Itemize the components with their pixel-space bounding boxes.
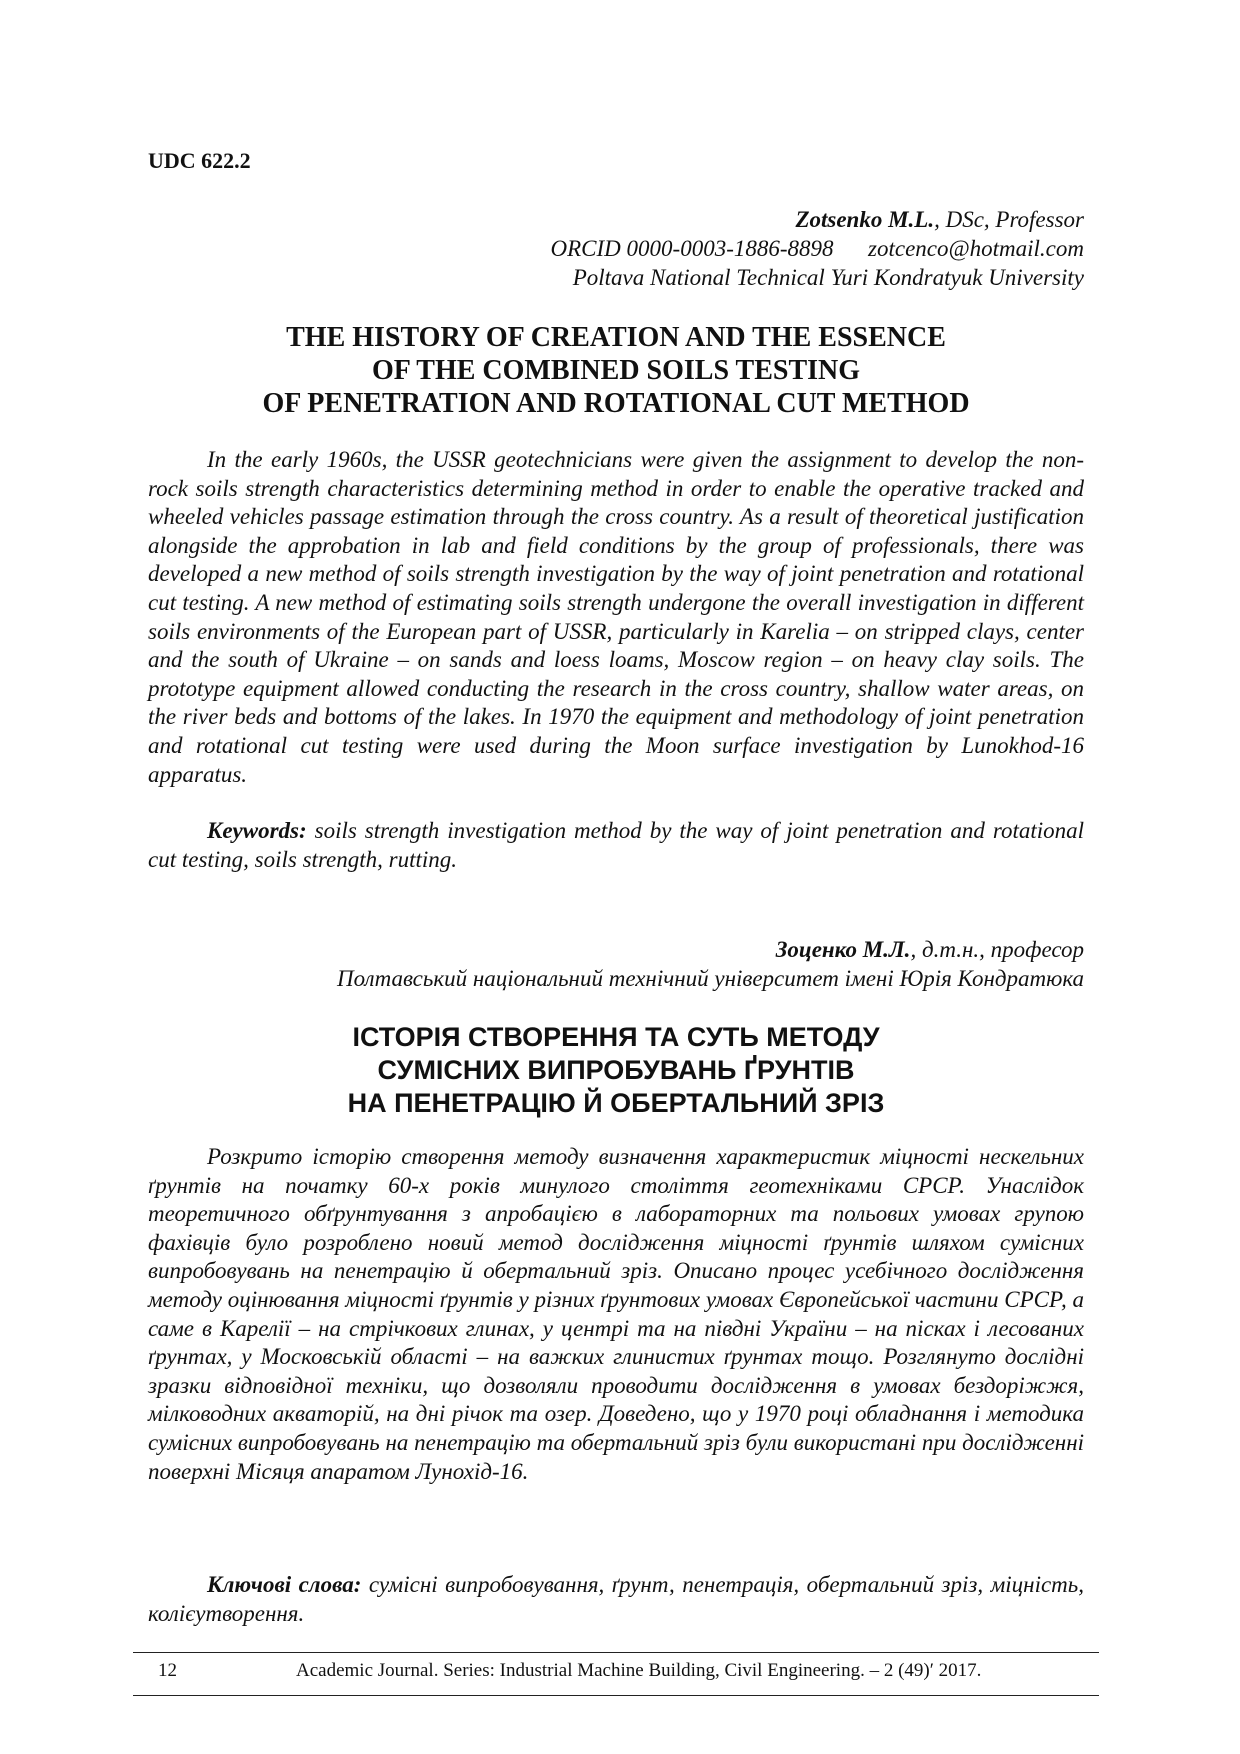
keywords-label-en: Keywords: xyxy=(207,818,307,843)
orcid: ORCID 0000-0003-1886-8898 xyxy=(550,236,834,261)
title-ua-line: СУМІСНИХ ВИПРОБУВАНЬ ҐРУНТІВ xyxy=(377,1055,855,1085)
email: zotcenco@hotmail.com xyxy=(868,236,1084,261)
title-ua xyxy=(148,1021,1084,1120)
keywords-en xyxy=(148,817,1084,874)
author-degree-ua: , д.т.н., професор xyxy=(910,937,1084,962)
footer-rule-bottom xyxy=(133,1695,1099,1696)
affiliation-ua: Полтавський національний технічний університет імені Юрія Кондратюка xyxy=(337,966,1084,991)
page-number: 12 xyxy=(158,1660,177,1681)
abstract-ua: Розкрито історію створення методу визначення характеристик міцності нескельних ґрунтів на початку 60-х років минулого століття геотехніками СРСР. Унаслідок теоретичного обґрунтування з апробацією в лабораторних та польових умовах групою фахівців було розроблено новий метод дослідження міцності ґрунтів шляхом сумісних випробовувань на пенетрацію й обертальний зріз. Описано процес усебічного дослідження методу оцінювання міцності ґрунтів у різних ґрунтових умовах Європейської частини СРСР, а саме в Карелії – на стрічкових глинах, у центрі та на півдні України – на пісках і лесованих ґрунтах, у Московській області – на важких глинистих ґрунтах тощо. Розглянуто дослідні зразки відповідної техніки, що дозволяли проводити дослідження в умовах бездоріжжя, мілководних акваторій, на дні річок та озер. Доведено, що у 1970 році обладнання і методика сумісних випробовувань на пенетрацію та обертальний зріз були використані при дослідженні поверхні Місяця апаратом Лунохід-16. xyxy=(148,1144,1084,1484)
author-line-en xyxy=(184,205,1084,234)
journal-footer: Academic Journal. Series: Industrial Machine Building, Civil Engineering. – 2 (49)′ 2017. xyxy=(296,1660,982,1681)
footer-rule-top xyxy=(133,1652,1099,1653)
author-line-ua xyxy=(184,935,1084,964)
title-ua-line: ІСТОРІЯ СТВОРЕННЯ ТА СУТЬ МЕТОДУ xyxy=(352,1022,880,1052)
contact-line-en xyxy=(184,234,1084,263)
keywords-ua xyxy=(148,1571,1084,1628)
author-degree-en: , DSc, Professor xyxy=(934,207,1084,232)
title-en-line: OF THE COMBINED SOILS TESTING xyxy=(371,355,861,386)
title-en-line: THE HISTORY OF CREATION AND THE ESSENCE xyxy=(286,322,946,353)
title-en xyxy=(148,321,1084,420)
author-block-ua xyxy=(184,935,1084,993)
title-ua-line: НА ПЕНЕТРАЦІЮ Й ОБЕРТАЛЬНИЙ ЗРІЗ xyxy=(347,1088,885,1118)
abstract-en: In the early 1960s, the USSR geotechnicians were given the assignment to develop the non-rock soils strength characteristics determining method in order to enable the operative tracked and wheeled vehicles passage estimation through the cross country. As a result of theoretical justification alongside the approbation in lab and field conditions by the group of professionals, there was developed a new method of soils strength investigation by the way of joint penetration and rotational cut testing. A new method of estimating soils strength undergone the overall investigation in different soils environments of the European part of USSR, particularly in Karelia – on stripped clays, center and the south of Ukraine – on sands and loess loams, Moscow region – on heavy clay soils. The prototype equipment allowed conducting the research in the cross country, shallow water areas, on the river beds and bottoms of the lakes. In 1970 the equipment and methodology of joint penetration and rotational cut testing were used during the Moon surface investigation by Lunokhod-16 apparatus. xyxy=(148,447,1084,787)
affiliation-en: Poltava National Technical Yuri Kondratyuk University xyxy=(572,265,1084,290)
keywords-text-en: soils strength investigation method by the way of joint penetration and rotational cut testing, soils strength, rutting. xyxy=(148,818,1084,872)
author-block-en xyxy=(184,205,1084,292)
title-en-line: OF PENETRATION AND ROTATIONAL CUT METHOD xyxy=(262,388,970,419)
keywords-text-ua: сумісні випробовування, ґрунт, пенетрація, обертальний зріз, міцність, колієутворення. xyxy=(148,1572,1085,1626)
udc-code: UDC 622.2 xyxy=(148,148,251,173)
keywords-label-ua: Ключові слова: xyxy=(207,1572,362,1597)
author-name-ua: Зоценко М.Л. xyxy=(775,937,911,962)
author-name-en: Zotsenko M.L. xyxy=(795,207,935,232)
